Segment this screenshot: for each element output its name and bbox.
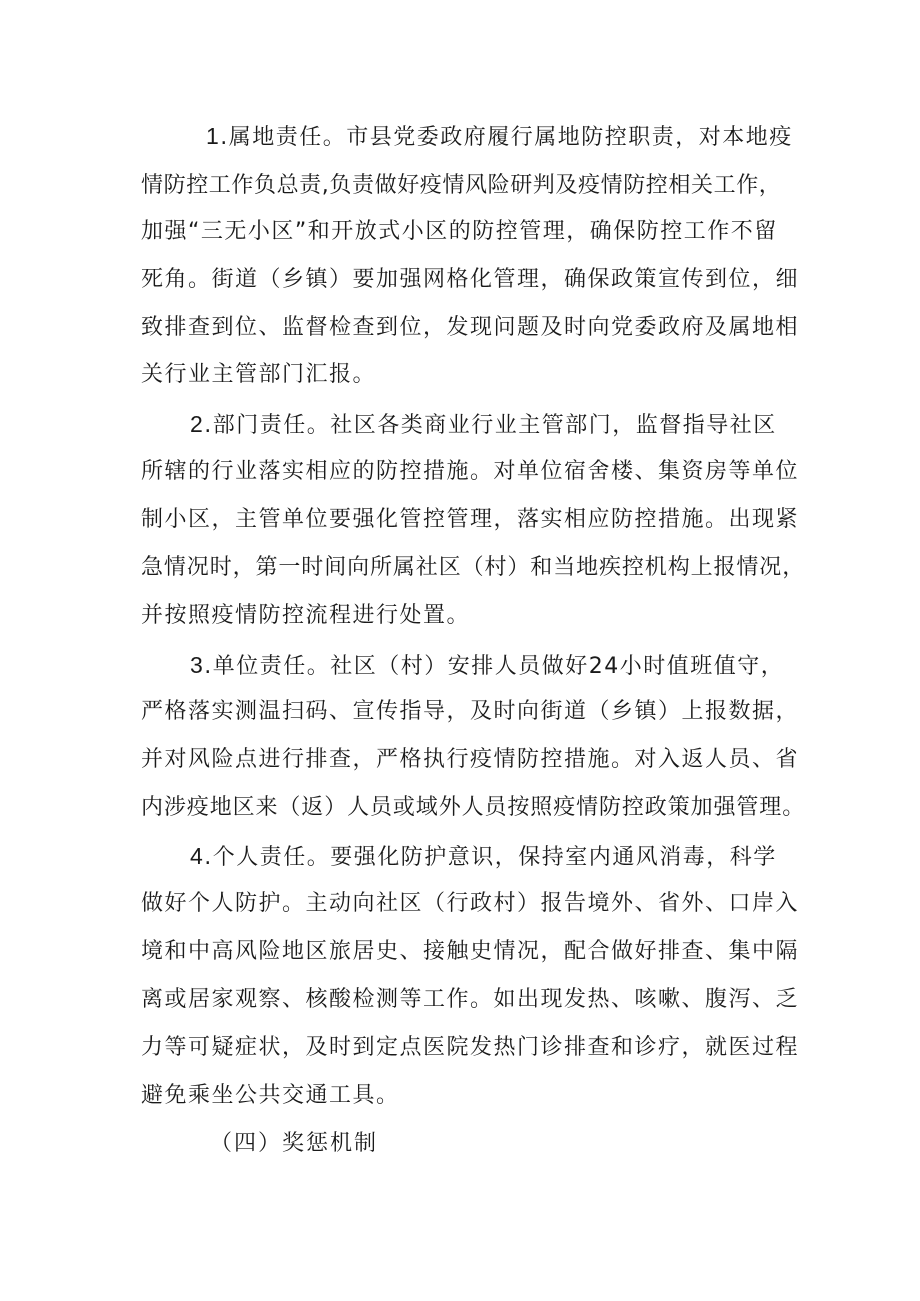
paragraph-4-line-4: 离或居家观察、核酸检测等工作。如出现发热、咳嗽、腹泻、乏: [141, 987, 800, 1012]
paragraph-1-line-1: 1.属地责任。市县党委政府履行属地防控职责，对本地疫: [206, 123, 793, 150]
paragraph-2-line-2: 所辖的行业落实相应的防控措施。对单位宿舍楼、集资房等单位: [141, 459, 800, 484]
paragraph-1-number: 1: [206, 123, 221, 149]
paragraph-4-line-1: 4.个人责任。要强化防护意识，保持室内通风消毒，科学: [190, 843, 777, 870]
paragraph-2-line-5: 并按照疫情防控流程进行处置。: [141, 603, 471, 628]
paragraph-3-number: 3: [190, 652, 205, 678]
paragraph-3-line-2: 严格落实测温扫码、宣传指导，及时向街道（乡镇）上报数据，: [141, 699, 800, 724]
paragraph-3-line-1: 3.单位责任。社区（村）安排人员做好24小时值班值守，: [190, 652, 785, 679]
paragraph-3-line-3: 并对风险点进行排查，严格执行疫情防控措施。对入返人员、省: [141, 747, 800, 772]
paragraph-2-number: 2: [190, 411, 205, 437]
paragraph-1-line-5: 致排查到位、监督检查到位，发现问题及时向党委政府及属地相: [141, 315, 800, 340]
paragraph-3-line-4: 内涉疫地区来（返）人员或域外人员按照疫情防控政策加强管理。: [141, 795, 806, 820]
paragraph-2-line-4: 急情况时，第一时间向所属社区（村）和当地疾控机构上报情况，: [141, 555, 806, 580]
paragraph-4-line-5: 力等可疑症状，及时到定点医院发热门诊排查和诊疗，就医过程: [141, 1035, 800, 1060]
paragraph-4-line-2: 做好个人防护。主动向社区（行政村）报告境外、省外、口岸入: [141, 891, 800, 916]
paragraph-2-line-1: 2.部门责任。社区各类商业行业主管部门，监督指导社区: [190, 411, 777, 438]
paragraph-4-line-6: 避免乘坐公共交通工具。: [141, 1083, 400, 1108]
section-heading: （四）奖惩机制: [210, 1131, 379, 1156]
paragraph-1-line-4: 死角。街道（乡镇）要加强网格化管理，确保政策宣传到位，细: [141, 267, 800, 292]
paragraph-4-line-3: 境和中高风险地区旅居史、接触史情况，配合做好排查、集中隔: [141, 939, 800, 964]
paragraph-1-line-3: 加强“三无小区”和开放式小区的防控管理，确保防控工作不留: [141, 219, 778, 244]
paragraph-1-line-6: 关行业主管部门汇报。: [141, 362, 377, 387]
paragraph-2-line-3: 制小区，主管单位要强化管控管理，落实相应防控措施。出现紧: [141, 507, 800, 532]
paragraph-1-line-2: 情防控工作负总责,负责做好疫情风险研判及疫情防控相关工作，: [141, 173, 782, 198]
paragraph-4-number: 4: [190, 843, 205, 869]
